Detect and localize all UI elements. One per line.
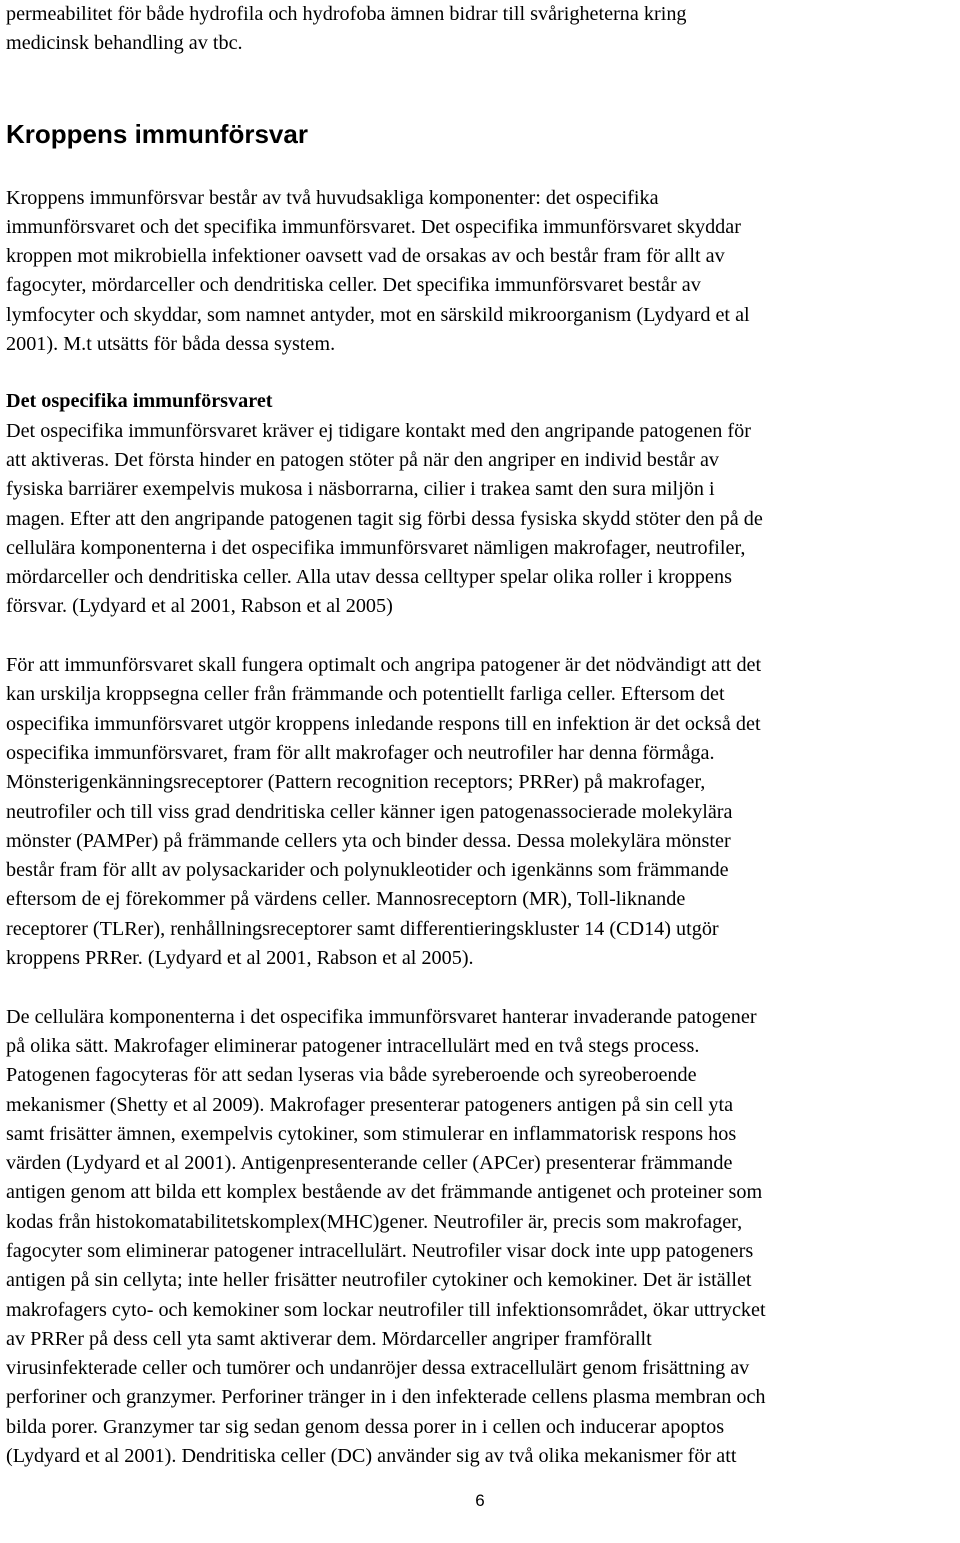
text-line: makrofagers cyto- och kemokiner som lockar neutrofiler till infektionsområdet, ökar uttrycket	[6, 1298, 766, 1321]
subsection-paragraph-2	[6, 651, 956, 973]
subsection-paragraph-3	[6, 1003, 956, 1472]
text-line: permeabilitet för både hydrofila och hydrofoba ämnen bidrar till svårigheterna kring	[6, 3, 687, 25]
text-line: virusinfekterade celler och tumörer och undanröjer dessa extracellulärt genom frisättning av	[6, 1357, 750, 1380]
text-line: eftersom de ej förekommer på värdens celler. Mannosreceptorn (MR), Toll-liknande	[6, 888, 686, 911]
text-line: kodas från histokomatabilitetskomplex(MHC)gener. Neutrofiler är, precis som makrofager,	[6, 1210, 743, 1233]
text-line: (Lydyard et al 2001). Dendritiska celler (DC) använder sig av två olika mekanismer för att	[6, 1445, 737, 1468]
document-page	[6, 0, 956, 1471]
text-line: lymfocyter och skyddar, som namnet antyder, mot en särskild mikroorganism (Lydyard et al	[6, 303, 750, 326]
section-paragraph	[6, 184, 956, 360]
text-line: av PRRer på dess cell yta samt aktiverar dem. Mördarceller angriper framförallt	[6, 1327, 652, 1350]
text-line: fagocyter som eliminerar patogener intracellulärt. Neutrofiler visar dock inte upp patogeners	[6, 1239, 754, 1262]
text-line: cellulära komponenterna i det ospecifika immunförsvaret nämligen makrofager, neutrofiler,	[6, 536, 746, 559]
text-line: antigen på sin cellyta; inte heller frisätter neutrofiler cytokiner och kemokiner. Det är istället	[6, 1269, 752, 1292]
text-line: 2001). M.t utsätts för båda dessa system.	[6, 333, 336, 356]
text-line: receptorer (TLRer), renhållningsreceptorer samt differentieringskluster 14 (CD14) utgör	[6, 917, 719, 940]
text-line: ospecifika immunförsvaret utgör kroppens inledande respons till en infektion är det också det	[6, 712, 761, 735]
text-line: mekanismer (Shetty et al 2009). Makrofager presenterar patogeners antigen på sin cell yta	[6, 1093, 734, 1116]
text-line: att aktiveras. Det första hinder en patogen stöter på när den angriper en individ består av	[6, 448, 720, 471]
text-line: mördarceller och dendritiska celler. Alla utav dessa celltyper spelar olika roller i kroppens	[6, 566, 732, 589]
text-line: kroppen mot mikrobiella infektioner oavsett vad de orsakas av och består fram för allt av	[6, 245, 725, 268]
text-line: mönster (PAMPer) på främmande cellers yta och binder dessa. Dessa molekylära mönster	[6, 829, 731, 852]
text-line: För att immunförsvaret skall fungera optimalt och angripa patogener är det nödvändigt att det	[6, 654, 762, 677]
text-line: samt frisätter ämnen, exempelvis cytokiner, som stimulerar en inflammatorisk respons hos	[6, 1122, 737, 1145]
text-line: fagocyter, mördarceller och dendritiska celler. Det specifika immunförsvaret består av	[6, 274, 701, 297]
text-line: försvar. (Lydyard et al 2001, Rabson et al 2005)	[6, 595, 393, 618]
text-line: antigen genom att bilda ett komplex bestående av det främmande antigenet och proteiner som	[6, 1181, 763, 1204]
text-line: värden (Lydyard et al 2001). Antigenpresenterande celler (APCer) presenterar främmande	[6, 1152, 733, 1175]
text-line: Det ospecifika immunförsvaret kräver ej tidigare kontakt med den angripande patogenen för	[6, 419, 751, 442]
text-line: fysiska barriärer exempelvis mukosa i näsborrarna, cilier i trakea samt den sura miljön i	[6, 478, 715, 501]
intro-paragraph	[6, 0, 956, 59]
text-line: immunförsvaret och det specifika immunförsvaret. Det ospecifika immunförsvaret skyddar	[6, 215, 741, 238]
text-line: ospecifika immunförsvaret, fram för allt makrofager och neutrofiler har denna förmåga.	[6, 741, 715, 764]
subsection-paragraph-1	[6, 387, 956, 621]
text-line: Patogenen fagocyteras för att sedan lyseras via både syreberoende och syreoberoende	[6, 1064, 697, 1087]
text-line: kroppens PRRer. (Lydyard et al 2001, Rabson et al 2005).	[6, 947, 474, 970]
text-line: neutrofiler och till viss grad dendritiska celler känner igen patogenassocierade molekylära	[6, 800, 733, 823]
subsection-heading: Det ospecifika immunförsvaret	[6, 390, 273, 413]
text-line: perforiner och granzymer. Perforiner tränger in i den infekterade cellens plasma membran och	[6, 1386, 766, 1409]
text-line: består fram för allt av polysackarider och polynukleotider och igenkänns som främmande	[6, 859, 729, 882]
text-line: kan urskilja kroppsegna celler från främmande och potentiellt farliga celler. Eftersom det	[6, 683, 725, 706]
text-line: De cellulära komponenterna i det ospecifika immunförsvaret hanterar invaderande patogener	[6, 1005, 757, 1028]
text-line: på olika sätt. Makrofager eliminerar patogener intracellulärt med en två stegs process.	[6, 1034, 700, 1057]
text-line: Mönsterigenkänningsreceptorer (Pattern recognition receptors; PRRer) på makrofager,	[6, 771, 706, 794]
text-line: Kroppens immunförsvar består av två huvudsakliga komponenter: det ospecifika	[6, 186, 659, 209]
text-line: bilda porer. Granzymer tar sig sedan genom dessa porer in i cellen och inducerar apoptos	[6, 1415, 725, 1438]
text-line: magen. Efter att den angripande patogenen tagit sig förbi dessa fysiska skydd stöter den på de	[6, 507, 763, 530]
text-line: medicinsk behandling av tbc.	[6, 32, 243, 55]
section-heading: Kroppens immunförsvar	[6, 118, 308, 149]
page-number: 6	[475, 1491, 485, 1510]
